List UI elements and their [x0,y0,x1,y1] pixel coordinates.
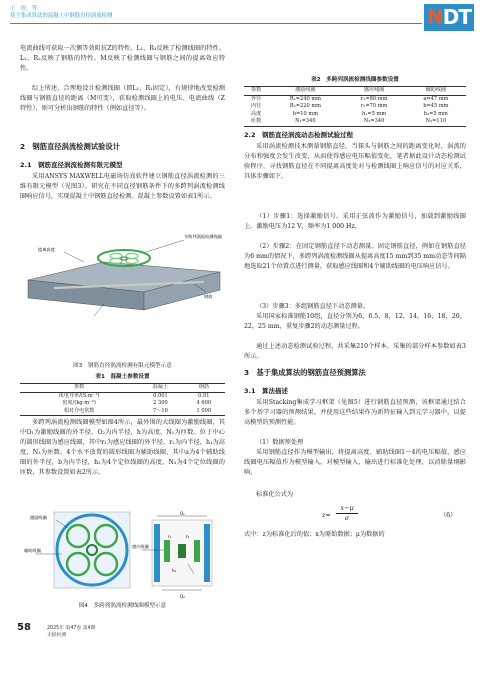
fig4-label-h1: h₁ [172,568,177,573]
fig4-label-aux: 辅助线圈 [24,548,41,553]
table-cell: N₃=110 [425,118,447,125]
table-2 [244,86,466,127]
subsection-heading-2-1: 2.1 钢筋直径涡流检测有限元模型 [20,161,123,169]
table-cell: r₁=80 mm [360,95,388,102]
table-cell: 0.001 [153,392,168,399]
paragraph: （3）步骤3：多组钢筋直径下动态测量。 [256,303,370,310]
subsection-heading-2-2: 2.2 钢筋直径涡流动态检测试验过程 [244,131,354,139]
table-row [244,118,466,126]
table-cell: N₂=340 [363,118,385,125]
table-cell: R₂=220 mm [289,103,321,110]
table-1-title: 表1 混凝土参数设置 [95,374,150,380]
figure-3-caption: 图3 钢筋直径涡流检测有限元模型示意 [73,363,172,369]
table-cell: 0.01 [198,392,210,399]
page-number: 58 [17,622,31,633]
figure-4-coil-model [22,510,226,600]
paragraph: （2）步骤2：在固定钢筋直径下动态测量。固定钢筋直径，例如在钢筋直径为6 mm的情况下，多跨列涡流检测线圈从提离高度15 mm到35 mm动态等间隔地选取21个位置点进行测量，获取感应线圈和4个辅助线圈的电压响应信号。 [244,243,466,270]
table-cell: N₁=340 [295,118,316,125]
equation-denominator: σ [344,514,350,522]
table-row [20,392,225,400]
fig3-label-air: 提离高度 [38,247,55,252]
equation-6 [322,504,402,526]
paragraph: （1）数据预处理 [256,439,304,446]
table-header: 辅助线圈 [425,87,447,93]
fig4-label-o1: O₁ [180,511,185,516]
table-header: 感应线圈 [363,87,385,93]
table-cell: r₂=70 mm [360,103,388,110]
paragraph: 采用ANSYS MAXWELL电磁场仿真软件建立钢筋直径涡流检测的三维有限元模型（见图3）。研究在不同直径钢筋条件下的多跨列涡流检测线圈响应信号，实现混凝土中钢筋直径检测。混凝土参数设置如表1所示。 [20,173,225,200]
footer-journal: 无损检测 [47,633,67,638]
table-cell: 匝数 [251,118,262,125]
section-heading-3: 3 基于集成算法的钢筋直径预测算法 [244,368,366,377]
table-cell: 高度 [251,110,262,117]
fig3-label-coils: 多跨列涡流检测线圈 [184,234,222,239]
fig3-label-rebar: 钢筋 [204,294,213,299]
paragraph: 采用Stacking集成学习框架（见图5）进行钢筋直径预测，该框架通过结合多个基学习器的预测结果，并使用这些结果作为新特征输入到元学习器中，以提高模型的预测性能。 [244,399,466,426]
table-cell: 1 000 [196,407,212,414]
table-header: 激励线圈 [295,87,316,93]
header-rule [10,23,422,24]
figure-3-model [24,232,224,318]
footer-issue: 2025年 第47卷 第4期 [47,626,96,631]
fig4-label-r2: r₂ [186,534,190,539]
table-row [244,111,466,119]
fig4-label-sense: 感应线圈 [132,544,149,549]
paragraph: 标准化公式为 [256,491,294,498]
table-header-row [20,384,225,393]
table-cell: 内径 [251,103,262,110]
fig4-label-o2: O₂ [180,594,185,599]
table-cell: a=47 mm [423,95,449,102]
table-row [244,103,466,111]
fig4-label-excite: 激励线圈 [30,515,47,520]
table-cell: h₁=5 mm [362,110,387,117]
table-1 [20,383,225,416]
table-row [244,95,466,103]
table-row [20,408,225,416]
table-cell: h=10 mm [292,110,319,117]
table-cell: R₁=240 mm [289,95,321,102]
footer-info [47,625,95,639]
table-header: 混凝土 [152,384,169,390]
table-cell: 密度/(kg·m⁻³) [62,400,96,407]
table-cell: 相对介电常数 [63,407,95,414]
figure-4-caption: 图4 多跨列涡流检测线圈模型示意 [78,603,167,609]
table-cell: 2 300 [153,400,168,407]
paragraph: 式中：z为标准化后的值；x为原始数据；μ为数据的 [244,531,385,538]
running-header [10,6,112,20]
equation-numerator: x−μ [340,504,354,512]
table-cell: 外径 [251,95,262,102]
paragraph: 多跨列涡流检测线圈模型如图4所示，最外围的大线圈为激励线圈，其中O₁为激励线圈的外半径，O₂为内半径，h为高度，N₁为匝数。位于中心的圆形线圈为感应线圈，其中r₁为感应线圈的外半径，r₂为内半径，h₁为高度，N₂为匝数。4个水平放置的圆形线圈为辅助线圈，其中a为4个辅助线圈的外半径，b为内半径，h₂为4个定位线圈的高度，N₃为4个定位线圈的匝数，其参数设置如表2所示。 [20,419,225,476]
table-row [20,400,225,408]
table-header-row [244,87,466,96]
subsection-heading-3-1: 3.1 算法描述 [244,387,289,395]
fig4-label-r1: r₁ [168,534,172,539]
table-cell: 7～10 [153,407,168,414]
equation-lhs: z= [322,511,331,519]
equation-number: （6） [440,512,457,519]
table-cell: b=45 mm [423,103,449,110]
paragraph: 采用涡流检测技术测量钢筋直径，当探头与钢筋之间的距离变化时，涡流的分布和强度会发生改变，从而使得感应电压幅值变化，笔者据此设计动态检测试验程序，寻找钢筋直径在不同提离高度处对与检测线圈上响应信号的对应关系，具体步骤如下。 [244,143,466,180]
table-cell: 体电导率/(S·m⁻¹) [58,392,100,399]
table-cell: h₂=5 mm [423,110,448,117]
table-2-title: 表2 多跨列涡流检测线圈参数设置 [311,77,399,83]
table-cell: 4 600 [196,400,212,407]
paragraph: 采用国家标准钢筋10组，直径分别为6，6.5，8，12，14，16，18，20，22，25 mm，重复步骤2的动态测量过程。 [244,313,466,330]
section-heading-2: 2 钢筋直径涡流检测试验设计 [20,142,120,151]
paragraph: 综上所述，合理地设计检测线圈（即L₁、R₁固定），有规律地改变检测线圈与钢筋直径的距离（M可变），获取检测线圈上的电压、电流曲线（Z特性），则可分析出钢筋的特性（例如直径等）。 [20,85,225,112]
paragraph: 采用钢筋直径作为模型输出，将提离高度、辅助线圈1～4的电压幅值、感应线圈电压幅值作为模型输入。对模型输入、输出进行标准化处理，以消除量纲影响。 [244,449,466,476]
header-authors: 王 煜，等： [10,6,43,12]
table-header: 参数 [251,87,262,93]
header-title: 基于集成算法的混凝土中钢筋直径涡流检测 [10,13,113,19]
paragraph: 电流曲线可获取一次侧等效阻抗Z的特性。L₁、R₁反映了检测线圈的特性。L₂、R₂反映了钢筋的特性。M反映了检测线圈与钢筋之间的提离效应特性。 [20,45,225,72]
paragraph: （1）步骤1：选择激励信号。采用正弦波作为激励信号，加载到激励线圈上。激励电压为12 V，频率为1 000 Hz。 [244,213,466,230]
table-header: 钢筋 [198,384,209,390]
paragraph: 通过上述动态检测试验过程，共采集210个样本，采集的部分样本参数如表3所示。 [244,343,466,360]
journal-logo: NDT [424,4,474,31]
table-header: 参数 [74,384,85,390]
